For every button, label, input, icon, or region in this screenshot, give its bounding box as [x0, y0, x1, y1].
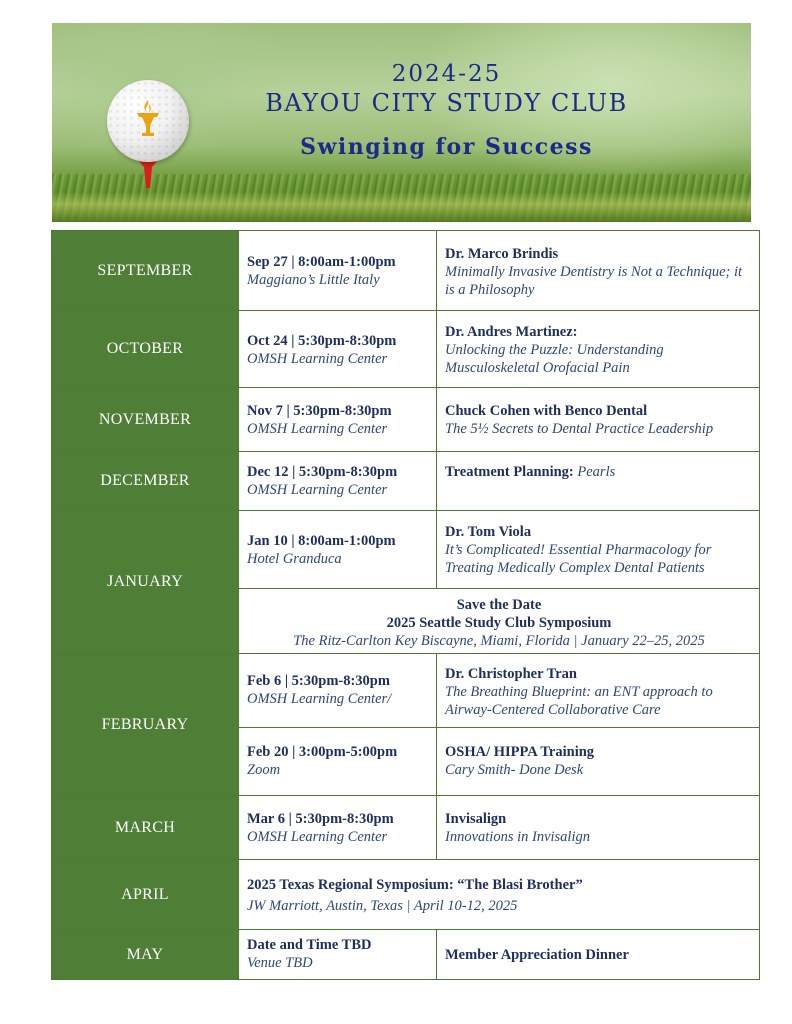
- event-date: Sep 27 | 8:00am-1:00pm: [247, 254, 396, 270]
- event-cell: [239, 860, 760, 930]
- banner-tagline: Swinging for Success: [300, 134, 593, 160]
- event-topic: Cary Smith- Done Desk: [445, 762, 584, 778]
- date-cell: [239, 511, 437, 589]
- month-label: NOVEMBER: [52, 388, 239, 452]
- month-label: JANUARY: [52, 511, 239, 654]
- event-speaker: Dr. Andres Martinez:: [445, 324, 578, 340]
- event-topic: It’s Complicated! Essential Pharmacology for Treating Medically Complex Dental Patients: [445, 542, 712, 576]
- event-date: Mar 6 | 5:30pm-8:30pm: [247, 811, 394, 827]
- topic-cell: [437, 231, 760, 311]
- event-venue: OMSH Learning Center: [247, 421, 388, 437]
- event-venue: OMSH Learning Center: [247, 482, 388, 498]
- banner-year: 2024-25: [391, 61, 502, 87]
- month-label: DECEMBER: [52, 452, 239, 511]
- table-row-january: [52, 511, 760, 589]
- event-venue: OMSH Learning Center: [247, 829, 388, 845]
- event-topic: The Breathing Blueprint: an ENT approach to Airway-Centered Collaborative Care: [445, 684, 713, 718]
- table-row-april: [52, 860, 760, 930]
- event-date: Oct 24 | 5:30pm-8:30pm: [247, 333, 397, 349]
- grass-foreground: [52, 192, 751, 222]
- event-topic: The 5½ Secrets to Dental Practice Leadership: [445, 421, 714, 437]
- topic-cell: [437, 511, 760, 589]
- date-cell: [239, 930, 437, 980]
- table-row-may: [52, 930, 760, 980]
- event-speaker: Member Appreciation Dinner: [445, 946, 629, 963]
- date-cell: [239, 452, 437, 511]
- golf-tee-icon: [137, 159, 159, 189]
- event-title: 2025 Texas Regional Symposium: “The Blasi Brother”: [247, 877, 583, 893]
- table-row-december: [52, 452, 760, 511]
- date-cell: [239, 796, 437, 860]
- topic-cell: [437, 654, 760, 728]
- topic-cell: [437, 728, 760, 796]
- topic-cell: [437, 452, 760, 511]
- event-topic: Unlocking the Puzzle: Understanding Musculoskeletal Orofacial Pain: [445, 342, 664, 376]
- month-label: FEBRUARY: [52, 654, 239, 796]
- event-speaker: OSHA/ HIPPA Training: [445, 744, 595, 760]
- event-speaker: Dr. Tom Viola: [445, 524, 532, 540]
- event-details: JW Marriott, Austin, Texas | April 10-12, 2025: [247, 898, 518, 914]
- event-speaker: Treatment Planning:: [445, 464, 574, 480]
- header-banner: [52, 23, 751, 222]
- save-the-date-cell: [239, 589, 760, 654]
- topic-cell: [437, 930, 760, 980]
- date-cell: [239, 311, 437, 388]
- month-label: MARCH: [52, 796, 239, 860]
- event-speaker: Chuck Cohen with Benco Dental: [445, 403, 648, 419]
- date-cell: [239, 388, 437, 452]
- month-label: SEPTEMBER: [52, 231, 239, 311]
- date-cell: [239, 654, 437, 728]
- month-label: OCTOBER: [52, 311, 239, 388]
- event-venue: OMSH Learning Center/: [247, 691, 392, 707]
- table-row-october: [52, 311, 760, 388]
- event-speaker: Dr. Marco Brindis: [445, 246, 559, 262]
- event-topic: Innovations in Invisalign: [445, 829, 590, 845]
- save-the-date-event: 2025 Seattle Study Club Symposium: [386, 615, 612, 631]
- event-date: Nov 7 | 5:30pm-8:30pm: [247, 403, 392, 419]
- event-venue: OMSH Learning Center: [247, 351, 388, 367]
- event-venue: Maggiano’s Little Italy: [247, 272, 380, 288]
- table-row-september: [52, 231, 760, 311]
- table-row-march: [52, 796, 760, 860]
- event-venue: Hotel Granduca: [247, 551, 342, 567]
- table-row-november: [52, 388, 760, 452]
- banner-club-name: BAYOU CITY STUDY CLUB: [265, 89, 628, 117]
- event-date: Dec 12 | 5:30pm-8:30pm: [247, 464, 398, 480]
- event-date: Feb 20 | 3:00pm-5:00pm: [247, 744, 398, 760]
- event-date: Jan 10 | 8:00am-1:00pm: [247, 533, 396, 549]
- event-topic: Pearls: [577, 464, 616, 480]
- save-the-date-heading: Save the Date: [456, 597, 542, 613]
- event-venue: Venue TBD: [247, 955, 313, 971]
- event-date: Date and Time TBD: [247, 937, 372, 953]
- topic-cell: [437, 311, 760, 388]
- event-venue: Zoom: [247, 762, 281, 778]
- topic-cell: [437, 796, 760, 860]
- event-speaker: Invisalign: [445, 811, 507, 827]
- event-date: Feb 6 | 5:30pm-8:30pm: [247, 673, 390, 689]
- save-the-date-details: The Ritz-Carlton Key Biscayne, Miami, Florida | January 22–25, 2025: [293, 633, 705, 649]
- schedule-table: [51, 230, 760, 980]
- date-cell: [239, 728, 437, 796]
- topic-cell: [437, 388, 760, 452]
- table-row-february: [52, 654, 760, 728]
- event-speaker: Dr. Christopher Tran: [445, 666, 577, 682]
- date-cell: [239, 231, 437, 311]
- event-topic: Minimally Invasive Dentistry is Not a Technique; it is a Philosophy: [445, 264, 743, 298]
- month-label: MAY: [52, 930, 239, 980]
- month-label: APRIL: [52, 860, 239, 930]
